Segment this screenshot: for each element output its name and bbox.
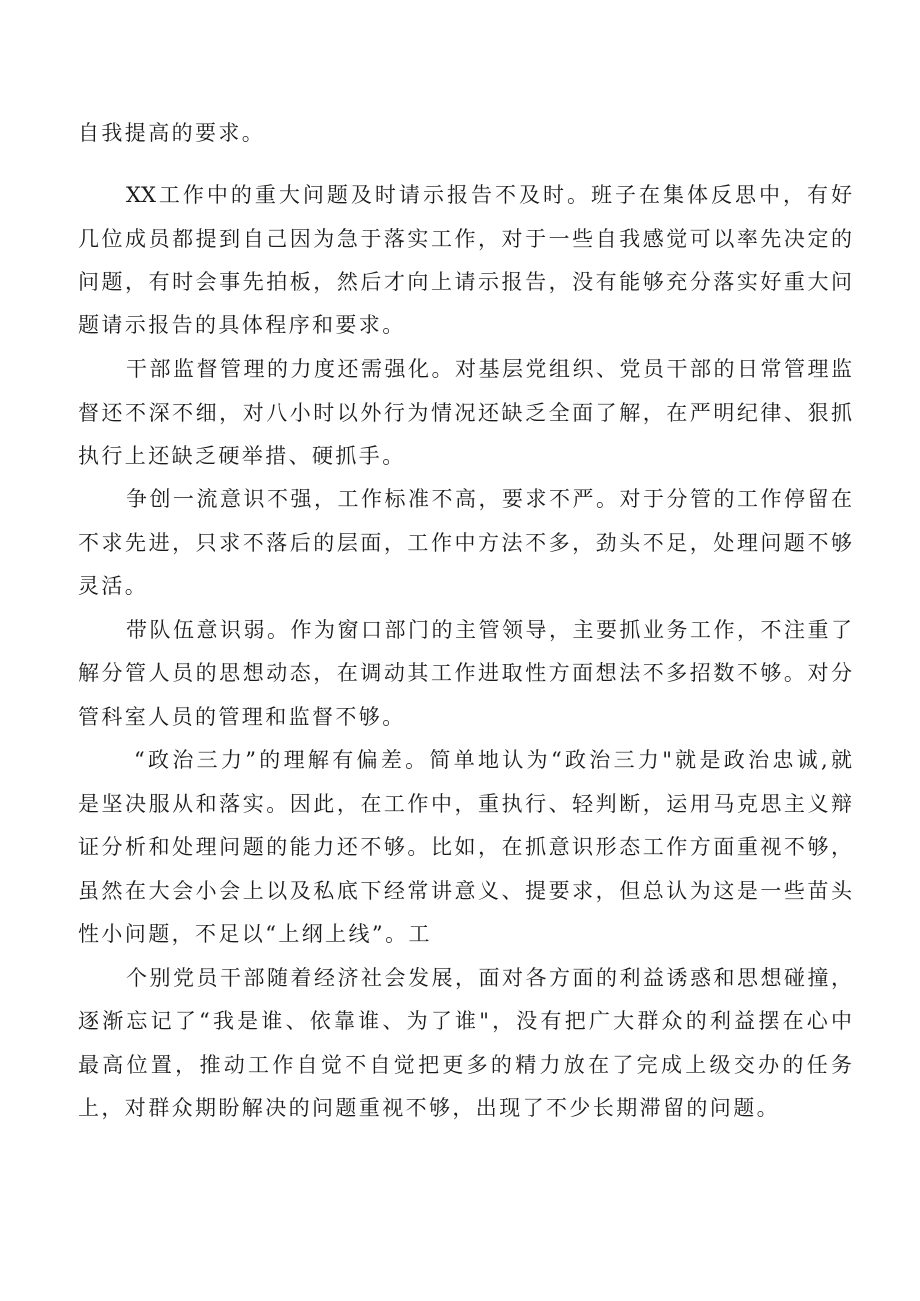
text-line: 干部监督管理的力度还需强化。对基层党组织、党员干部的日常管理监 [126, 357, 852, 381]
text-line: 虽然在大会小会上以及私底下经常讲意义、提要求，但总认为这是一些苗头 [78, 879, 852, 903]
text-line: 题请示报告的具体程序和要求。 [78, 313, 406, 337]
text-line: “政治三力”的理解有偏差。简单地认为“政治三力"就是政治忠诚,就 [134, 748, 852, 772]
text-line: 管科室人员的管理和监督不够。 [78, 705, 406, 729]
text-line: 逐渐忘记了“我是谁、依靠谁、为了谁"，没有把广大群众的利益摆在心中 [78, 1009, 852, 1033]
text-line: 带队伍意识弱。作为窗口部门的主管领导，主要抓业务工作，不注重了 [126, 618, 852, 642]
text-line: 证分析和处理问题的能力还不够。比如，在抓意识形态工作方面重视不够， [78, 835, 852, 859]
text-line: 几位成员都提到自己因为急于落实工作，对于一些自我感觉可以率先决定的 [78, 227, 852, 251]
text-line: XX工作中的重大问题及时请示报告不及时。班子在集体反思中，有好 [126, 183, 852, 207]
text-line: 个别党员干部随着经济社会发展，面对各方面的利益诱惑和思想碰撞， [126, 966, 852, 990]
text-line: 自我提高的要求。 [78, 121, 266, 145]
text-line: 上，对群众期盼解决的问题重视不够，出现了不少长期滞留的问题。 [78, 1096, 780, 1120]
text-line: 灵活。 [78, 574, 149, 598]
text-line: 是坚决服从和落实。因此，在工作中，重执行、轻判断，运用马克思主义辩 [78, 792, 852, 816]
text-line: 不求先进，只求不落后的层面，工作中方法不多，劲头不足，处理问题不够 [78, 531, 852, 555]
text-line: 争创一流意识不强，工作标准不高，要求不严。对于分管的工作停留在 [126, 487, 852, 511]
text-line: 执行上还缺乏硬举措、硬抓手。 [78, 444, 406, 468]
text-line: 解分管人员的思想动态，在调动其工作进取性方面想法不多招数不够。对分 [78, 661, 852, 685]
text-line: 督还不深不细，对八小时以外行为情况还缺乏全面了解，在严明纪律、狠抓 [78, 401, 852, 425]
text-line: 性小问题，不足以“上纲上线”。工 [78, 922, 432, 946]
text-line: 问题，有时会事先拍板，然后才向上请示报告，没有能够充分落实好重大问 [78, 270, 852, 294]
text-line: 最高位置，推动工作自觉不自觉把更多的精力放在了完成上级交办的任务 [78, 1053, 852, 1077]
